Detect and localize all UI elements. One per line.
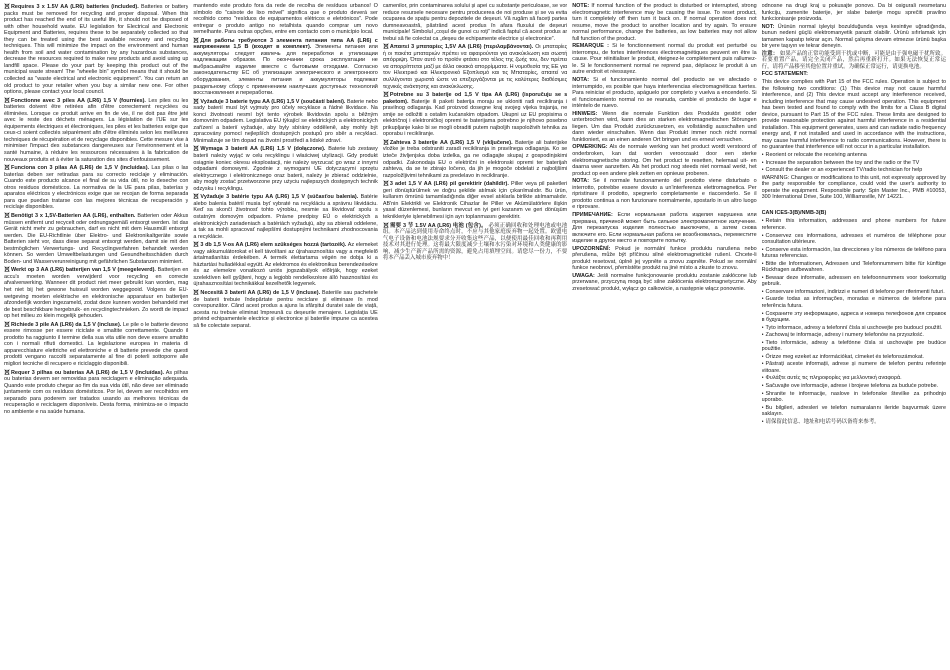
paragraph-text: If normal function of the product is disturbed or interrupted, strong electromagnetic interference may be causing the issue. To reset product, turn it completely off then turn it back on. If normal operation does not resume, move the product to another location and try again. To ensure normal performance, change the batteries, as low batteries may not allow full function of the product. [572, 3, 757, 42]
paragraph [193, 241, 377, 288]
paragraph-text: Baterie nebo sady baterií musí být vyjmuty pro účely recyklace a řádné likvidace. Na konci životnosti nesmí být tento výrobek likvidován spolu s běžným domovním odpadem. Legislativa EU týkající se elektrických a elektronických zařízení a baterií vyžaduje, aby byly sbírány odděleně, aby mohly být zpracovány pomocí nejlepších dostupných postupů pro sběr a recyklaci. Minimalizuje se tím dopad na životní prostředí a lidské zdraví. [193, 98, 378, 144]
paragraph-lead: OPMERKING: [572, 144, 608, 151]
fcc-warning: WARNING: Changes or modifications to this unit, not expressly approved by the party responsible for compliance, could void the user's authority to operate the equipment. Responsible party: Spin Master Inc., PMB #10053, 300 International Drive, Suite 100, Williamsville, NY 14221. [761, 174, 947, 201]
paragraph-lead: NOTE: [572, 3, 590, 9]
paragraph-text: odnosne na drugi kraj u pokusajte ponovo. Da bi osigurali nesmetanu funkciju, zamenite baterije, jer slabe baterije mogu sprečiti pravilno funkcionisanje proizvoda. [761, 3, 947, 23]
retain-info-item: • Guarde todas as informações, moradas e números de telefone para referência futura. [762, 296, 946, 309]
fcc-statement-title: FCC STATEMENT: [761, 71, 808, 78]
paragraph [193, 145, 377, 192]
paragraph [193, 3, 377, 36]
paragraph [572, 212, 756, 245]
paragraph [4, 266, 188, 319]
paragraph-text: Wenn die normale Funktion des Produkts gestört oder unterbrochen wird, kann dies an starken elektromagnetischen Störungen liegen. Um das Produkt zurückzusetzen, es vollständig ausschalten und dann wieder einschalten. Wenn das Produkt immer noch nicht normal funktioniert, es an einen anderen Ort bringen und es erneut versuchen. [572, 110, 757, 143]
paragraph [4, 97, 188, 163]
column-2 [193, 3, 377, 667]
retain-info-item: • 请保留此信息、地址和电话号码以备将来参考。 [762, 419, 946, 426]
paragraph-lead: Richiede 3 pile AA (LR6) da 1,5 V (incluse). [11, 321, 122, 328]
retain-info-item: • Zachowaj te informacje, adresy i numery telefonów na przyszłość. [762, 332, 946, 339]
paragraph-text: Batérie alebo balenia batérií musia byť vybraté na recykláciu a správnu likvidáciu. Keď sa skončí životnosť tohto výrobku, nesmie sa likvidovať spolu s ostatným domovým odpadom. Právne predpisy EÚ o elektrických a elektronických zariadeniach a batériách vyžadujú, aby sa zbierali oddelene, a tak sa mohli spracovať najlepšími dostupnými technikami zhodnocovania a recyklácie. [193, 194, 378, 240]
paragraph [383, 3, 567, 42]
paragraph-text: Az elemeket vagy akkumulátorokat el kell távolítani az újrahasznosítás vagy a megfelelő ártalmatlanítás érdekében. A termék élettartama végén ne dobja ki a háztartási hulladékkal együtt. Az elektromos és elektronikus berendezésekre és az elemekre vonatkozó uniós jogszabályok előírják, hogy ezeket szelektíven kell gyűjteni, hogy a legjobb rendelkezésre álló hasznosítási és újrahasznosítási technikákkal kezelhetők legyenek. [193, 242, 378, 288]
paragraph-lead: UWAGA: [572, 272, 595, 279]
paragraph-lead: 3 adet 1,5 V AA (LR6) pil gerektirir (dahildir). [389, 181, 509, 188]
paragraph-lead: HINWEIS: [572, 110, 598, 117]
retain-info-item: • Conservare informazioni, indirizzi e numeri di telefono per riferimenti futuri. [762, 289, 946, 296]
paragraph-text: mantendo este produto fora da rede de recolha de resíduos urbanos! O símbolo do "caixote de lixo móvel" significa que o produto deverá ser recolhido como "resíduos de equipamentos elétricos e eletrónicos". Pode entregar o produto antigo no retalhista quando comprar um novo semelhante. Para outras opções, entre em contacto com o município local. [193, 3, 378, 36]
paragraph [762, 51, 946, 71]
retain-info-item: • Φυλάξτε αυτές τις πληροφορίες για μελλοντική αναφορά. [762, 375, 946, 382]
paragraph-lead: Requer 3 pilhas ou baterias AA (LR6) de 1,5 V (incluídas). [11, 369, 165, 376]
paragraph-text: Jeśli normalne funkcjonowanie produktu zostanie zakłócone lub przerwane, przyczyną mogą być silne zakłócenia elektromagnetyczne. Aby zresetować produkt, wyłącz go całkowicie, a następnie włącz ponownie. [572, 272, 757, 292]
paragraph-text: Baterije ili paketi baterija moraju se ukloniti radi recikliranja i pravilnog odlaganja. Kad proizvod dosegne kraj svojeg vijeka trajanja, ne smije se odložiti s ostalim kućanskim otpadom. Ukupni uz EU propisima o električnoj i elektroničkoj opremi te baterijama potrebno je njihovo posebno prikupljanje kako bi se mogli obraditi putem najboljih raspoloživih tehnika za oporabu i recikliranje. [382, 98, 568, 138]
paragraph [4, 369, 188, 416]
paragraph [572, 43, 756, 76]
crossed-bin-icon [383, 43, 389, 49]
paragraph-text: Если нормальная работа изделия нарушена или прервана, причиной может быть сильное электромагнитное излучение. Для перезапуска изделия полностью выключите, а затем снова включите его. Если нормальная работа не возобновилась, переместите изделие в другое место и повторите попытку. [572, 211, 757, 245]
crossed-bin-icon [193, 145, 199, 151]
column-5-paragraphs [762, 3, 946, 70]
crossed-bin-icon [4, 164, 10, 170]
crossed-bin-icon [4, 266, 10, 272]
paragraph-text: Les piles ou les batteries doivent être retirées afin d'être correctement recyclées ou éliminées. Lorsque ce produit arrive en fin de vie, il ne doit pas être jeté avec le reste des déchets ménagers. La législation de l'UE sur les équipements électriques et électroniques, les piles et les batteries exige que ceux-ci soient collectés séparément afin d'être éliminés selon les meilleures techniques de récupération et de recyclage disponibles. Cette mesure vise à minimiser l'impact des substances dangereuses sur l'environnement et la santé humaine, à réduire les ressources nécessaires à la fabrication de nouveaux produits et à éviter la saturation des sites d'enfouissement. [4, 97, 189, 163]
paragraph-text: Baterije ali baterijske vložke je treba odstraniti zaradi recikliranja in pravilnega odlaganja. Ko se izteče življenjska doba izdelka, ga ne odlagajte skupaj z gospodinjskimi odpadki. Zakonodaja EU o električni in elektronski opremi ter baterijah zahteva, da se te zbirajo ločeno, da jih je mogoče obdelati z najboljšimi razpoložljivimi tehnikami za predelavo in recikliranje. [382, 139, 568, 179]
paragraph-lead: REMARQUE : [572, 43, 609, 50]
column-5 [762, 3, 946, 667]
crossed-bin-icon [193, 241, 199, 247]
paragraph [383, 91, 567, 138]
paragraph-lead: 3 db 1,5 V-os AA (LR6) elem szükséges hozzá (tartozék). [200, 242, 347, 249]
paragraph [193, 289, 377, 329]
crossed-bin-icon [383, 91, 389, 97]
paragraph-lead: Funciona con 3 pilas AA (LR6) de 1,5 V (incluidas). [11, 165, 150, 172]
paragraph-lead: Requires 3 x 1.5V AA (LR6) batteries (included). [11, 4, 139, 10]
paragraph [4, 164, 188, 211]
crossed-bin-icon [4, 97, 10, 103]
crossed-bin-icon [193, 37, 199, 43]
paragraph [383, 180, 567, 220]
paragraph-text: Ürünün normal işleyişi bozulduğunda veya kesintiye uğradığında, bunun nedeni güçlü elektromanyetik parazit olabilir. Ürünü sıfırlamak için tamamen kapatıp tekrar açın. Normal çalışma devam etmezse ürünü başka bir yere taşıyın ve tekrar deneyin. [761, 23, 947, 50]
paragraph [4, 212, 188, 265]
paragraph-lead: Vyžaduje 3 batérie typu AA (LR6) 1,5 V (súčasťou balenia). [200, 194, 359, 201]
paragraph [572, 178, 756, 211]
paragraph [383, 139, 567, 179]
paragraph-lead: NOTA: [572, 77, 590, 84]
paragraph-lead: Απαιτεί 3 μπαταρίες 1,5V AA (LR6) (περιλαμβάνονται). [389, 44, 534, 51]
crossed-bin-icon [4, 212, 10, 218]
column-4 [572, 3, 756, 667]
crossed-bin-icon [383, 222, 389, 228]
paragraph-lead: Werkt op 3 AA (LR6) batterijen van 1,5 V (meegeleverd). [11, 267, 156, 274]
paragraph [193, 98, 377, 145]
retain-info-item: • Conservez ces informations, adresses et numéros de téléphone pour consultation ultérieure. [762, 233, 946, 246]
fcc-list [762, 152, 946, 174]
retain-info-item: • Shranite te informacije, naslove in telefonske številke za prihodnjo uporabo. [762, 391, 946, 404]
retain-info-item: • Păstrați aceste informații, adrese și numere de telefon pentru referințe viitoare. [762, 361, 946, 374]
paragraph-lead: UPOZORNĚNÍ: [572, 245, 611, 252]
paragraph-text: Se il normale funzionamento del prodotto viene disturbato o interrotto, potrebbe essere dovuto a un'interferenza elettromagnetica. Per ripristinare il prodotto, spegnerlo completamente e riaccenderlo. Se il prodotto continua a non funzionare normalmente, spostarlo in un altro luogo e riprovare. [572, 178, 757, 211]
retain-info-item: • Сохраните эту информацию, адреса и номера телефонов для справок в будущем. [762, 311, 946, 324]
spacer [762, 202, 946, 207]
crossed-bin-icon [193, 289, 199, 295]
retain-info-list [762, 218, 946, 425]
retain-info-item: • Bewaar deze informatie, adressen en telefoonnummers voor toekomstig gebruik. [762, 275, 946, 288]
fcc-statement-text: This device complies with Part 15 of the FCC rules. Operation is subject to the following two conditions: (1) This device may not cause harmful interference, and (2) This device must accept any interference received, including interference that may cause undesired operation. This equipment has been tested and found to comply with the limits for a Class B digital device, pursuant to Part 15 of the FCC rules. These limits are designed to provide reasonable protection against harmful interference in a residential installation. This equipment generates, uses and can radiate radio frequency energy and, if not installed and used in accordance with the instructions, may cause harmful interference to radio communications. However, there is no guarantee that interference will not occur in a particular installation. [761, 79, 947, 151]
fcc-list-item: • Consult the dealer or an experienced TV/radio technician for help [762, 167, 946, 174]
column-3 [383, 3, 567, 667]
crossed-bin-icon [383, 180, 389, 186]
paragraph-lead: 需要 3 节 1.5V AA (LR6) 电池 (包含)。 [389, 222, 487, 229]
paragraph-lead: ПРИМЕЧАНИЕ: [572, 211, 613, 218]
paragraph-text: Baterie lub zestawy baterii należy wyjąć w celu recyklingu i właściwej utylizacji. Gdy produkt osiągnie koniec okresu eksploatacji, nie należy wyrzucać go wraz z innymi odpadami domowymi. Zgodnie z wymogami UE dotyczącymi sprzętu elektrycznego i elektronicznego oraz baterii, należy je zbierać oddzielnie, aby mogły zostać przetworzone przy użyciu najlepszych dostępnych technik odzysku i recyklingu. [193, 146, 378, 192]
paragraph [4, 3, 188, 96]
column-1 [4, 3, 188, 667]
paragraph [383, 222, 567, 262]
paragraph-text: Элементы питания или аккумуляторы следует извлечь для переработки и утилизации надлежащим образом. По окончании срока эксплуатации не выбрасывайте изделие вместе с бытовыми отходами. Согласно законодательству ЕС об утилизации электрического и электронного оборудования, элементы питания и аккумуляторы подлежат раздельному сбору с применением наилучших доступных технологий восстановления и переработки. [193, 44, 378, 97]
paragraph-text: camenilor, prin contaminarea solului și apei cu substanțe periculoase, se vor reduce resursele necesare pentru producerea de noi produse și se va evita ocuparea de spațiu pentru depozitele de deșeuri. Vă rugăm să faceți partea dumneavoastră, păstrând acest produs în afara fluxului de deșeuri municipale! Simbolul „coșul de gunoi cu roți” indică faptul că acest produs ar trebui să fie colectat ca „deșeu de echipamente electrice și electronice”. [382, 3, 568, 42]
paragraph-lead: Для работы требуются 3 элемента питания типа AA (LR6) с напряжением 1,5 В (входят в комплект). [193, 37, 378, 51]
paragraph [193, 193, 377, 240]
paragraph-text: Batteries or battery packs must be removed for recycling and proper disposal. When this product has reached the end of its useful life, it should not be disposed of with other household waste. EU legislation for Electrical and Electronic Equipment and Batteries, requires these to be separately collected so that they can be treated using the best available recovery and recycling techniques. This will minimize the impact on the environment and human health from soil and water contamination by any hazardous substances, decrease the resources required to make new products and avoid using up landfill space. Please do your part by keeping this product out of the municipal waste stream! The "wheelie bin" symbol means that it should be collected as "waste electrical and electronic equipment". You can return an old product to your retailer when you buy a similar new one. For other options, please contact your local council. [4, 4, 189, 96]
paragraph-text: Si le fonctionnement normal du produit est perturbé ou interrompu, de fortes interférences électromagnétiques peuvent en être la cause. Pour réinitialiser le produit, éteignez-le complètement puis rallumez-le. Si le fonctionnement normal ne reprend pas, déplacez le produit à un autre endroit et réessayez. [572, 43, 757, 76]
retain-info-item: • Conserve esta información, las direcciones y los números de teléfono para futuras referencias. [762, 247, 946, 260]
paragraph-lead: Vyžaduje 3 baterie typu AA (LR6) 1,5 V (součástí balení). [200, 98, 346, 105]
paragraph-lead: Necesită 3 baterii AA (LR6) de 1,5 V (incluse). [200, 289, 321, 296]
can-ices-title: CAN ICES-3(B)/NMB-3(B) [761, 209, 827, 216]
paragraph-text: As pilhas ou baterias devem ser removidas para reciclagem e eliminação adequada. Quando este produto chegar ao fim da sua vida útil, não deve ser eliminado juntamente com os resíduos domésticos. Por lei, devem ser recolhidos em separado para poderem ser tratados usando as melhores técnicas de recuperação e reciclagem disponíveis. Desta forma, minimiza-se o impacto no ambiente e na saúde humana. [4, 369, 189, 415]
paragraph-lead: Potrebne su 3 baterije od 1,5 V tipa AA (LR6) (isporučuju se s paketom). [382, 92, 568, 105]
retain-info-item: • Tyto informace, adresy a telefonní čísla si uschovejte pro budoucí použití. [762, 325, 946, 332]
crossed-bin-icon [193, 98, 199, 104]
paragraph [4, 321, 188, 368]
paragraph-text: Batterien oder Akkus müssen entfernt und recycelt oder ordnungsgemäß entsorgt werden. Ist das Gerät nicht mehr zu gebrauchen, darf es nicht mit dem Hausmüll entsorgt werden. Die EU-Richtlinie über Elektro- und Elektronikaltgeräte sowie Batterien sieht vor, dass diese separat entsorgt werden, damit sie mit den bestmöglichen Verwertungs- und Recyclingverfahren behandelt werden können. So werden Umweltbelastungen und Gesundheitsschäden durch Boden- und Wasserverunreinigung mit gefährlichen Substanzen minimiert. [4, 212, 189, 265]
paragraph-lead: 注意： [761, 50, 779, 57]
paragraph-text: Pokud je normální funkce produktu narušena nebo přerušena, může být příčinou silné elektromagnetické rušení. Chcete-li produkt resetovat, úplně jej vypněte a znovu zapněte. Pokud se normální funkce neobnoví, přemístěte produkt na jiné místo a zkuste to znovu. [572, 245, 757, 272]
paragraph [572, 77, 756, 110]
retain-info-item: • Bitte die Informationen, Adressen und Telefonnummern bitte für künftige Rückfragen aufbewahren. [762, 261, 946, 274]
crossed-bin-icon [4, 3, 10, 9]
paragraph-lead: Fonctionne avec 3 piles AA (LR6) 1,5 V (fournies). [11, 97, 146, 104]
paragraph-lead: Benötigt 3 x 1,5V-Batterien AA (LR6), enthalten. [11, 212, 136, 219]
paragraph-text: Als de normale werking van het product wordt verstoord of onderbroken, kan dat worden veroorzaakt door een sterke elektromagnetische storing. Om het product te resetten, helemaal uit- en daarna weer aanzetten. Als het product nog steeds niet normaal werkt, het product op een andere plek zetten en opnieuw proberen. [572, 144, 757, 177]
paragraph-text: Si el funcionamiento normal del producto se ve afectado o interrumpido, es posible que haya interferencias electromagnéticas fuertes. Para reiniciar el producto, apáguelo por completo y vuelva a encenderlo. Si el funcionamiento normal no se reanuda, cambie el producto de lugar e inténtelo de nuevo. [572, 77, 757, 110]
paragraph [383, 43, 567, 90]
paragraph-text: Las pilas o las baterías deben ser retiradas para su correcto reciclaje y eliminación. Cuando este producto alcance el final de su vida útil, no lo deseche con otros residuos domésticos. La normativa de la UE para pilas, baterías y aparatos eléctricos y electrónicos exige que se recojan de forma separada para que puedan tratarse con las mejores técnicas de recuperación y reciclaje disponibles. [4, 165, 189, 211]
paragraph [572, 3, 756, 42]
paragraph-text: Bateriile sau pachetele de baterii trebuie îndepărtate pentru reciclare și eliminare în mod corespunzător. Când acest produs a ajuns la sfârșitul duratei sale de viață, acesta nu trebuie eliminat împreună cu deșeurile menajere. Legislația UE privind echipamentele electrice și electronice și bateriile impune ca acestea să fie colectate separat. [193, 289, 378, 329]
paragraph [572, 246, 756, 272]
paragraph-text: Le pile o le batterie devono essere rimosse per essere riciclate e smaltite correttamente. Quando il prodotto ha raggiunto il termine della sua vita utile non deve essere smaltito con i normali rifiuti domestici. La legislazione europea in materia di apparecchiature elettriche ed elettroniche e di batterie prevede che questi prodotti vengano raccolti separatamente al fine di poterli sottoporre alle migliori tecniche di recupero e riciclaggio disponibili. [4, 321, 189, 367]
paragraph-text: 必须正确回收和处理电池或电池组。本产品达到使用寿命终点时，不应与其他家庭废弃物一起处置。欧盟电气电子设备和电池法规要求分开收集这些产品，以便使用最佳回收和再利用技术对其进行处理。这将最大限度减少土壤和水污染对环境和人类健康的影响，减少生产新产品所需的资源，避免占用填埋空间。请您尽一份力，不要将本产品丢入城市废弃物中！ [382, 222, 568, 262]
paragraph-lead: Wymaga 3 baterii AA (LR6) 1,5 V (dołączone). [200, 146, 326, 153]
paragraph-text: 如果产品的正常功能受到干扰或中断，可能是由于强电磁干扰所致。若要重置产品，请完全关闭产品，然后再重新打开。如果无法恢复正常运行，请将产品移至其他位置并重试。为确保正常运行，请更换电池。 [761, 50, 947, 70]
paragraph-text: Batterijen en accu's moeten worden verwijderd voor recycling en correcte afvalverwerking. Wanneer dit product niet meer gebruikt kan worden, mag het niet bij het gewone huisvuil worden weggegooid. Volgens de EU-wetgeving moeten elektrische en elektronische apparatuur en batterijen afzonderlijk worden ingezameld, zodat deze kunnen worden behandeld met de best beschikbare hergebruik- en recyclingtechnieken. Zo wordt de impact op het milieu zo klein mogelijk gehouden. [4, 267, 189, 320]
crossed-bin-icon [193, 193, 199, 199]
paragraph-text: Piller veya pil paketleri geri dönüştürülmek ve doğru şekilde atılmak için çıkarılmalıdır. Bu ürün, kullanım ömrünü tamamladığında diğer evsel atıklarla birlikte atılmamalıdır. AB'nin Elektrikli ve Elektronik Cihazlar ile Piller ve Akümülatörlere ilişkin yasal düzenlemesi, bunların mevcut en iyi geri kazanım ve geri dönüşüm teknikleriyle işlenebilmesi için ayrı toplanmasını gerektirir. [382, 181, 568, 220]
paragraph-lead: Zahteva 3 baterije AA (LR6) 1,5 V (vključene). [389, 139, 513, 146]
paragraph [762, 3, 946, 23]
paragraph-lead: NOTA: [572, 178, 590, 185]
retain-info-item: • Tieto informácie, adresy a telefónne čísla si uschovajte pre budúce použitie. [762, 340, 946, 353]
paragraph [572, 111, 756, 144]
crossed-bin-icon [383, 139, 389, 145]
paragraph [572, 273, 756, 293]
fcc-list-item: • Increase the separation between the toy and the radio or the TV [762, 160, 946, 167]
fcc-list-item: • Reorient or relocate the receiving antenna [762, 152, 946, 159]
retain-info-item: • Sačuvajte ove informacije, adrese i brojeve telefona za buduće potrebe. [762, 383, 946, 390]
paragraph [572, 144, 756, 177]
paragraph-text: Οι μπαταρίες ή οι πακέτα μπαταριών πρέπει να αφαιρούνται για ανακύκλωση και σωστή απόρριψη. Όταν αυτό το προϊόν φτάσει στο τέλος της ζωής του, δεν πρέπει να απορρίπτεται μαζί με άλλα οικιακά απορρίμματα. Η νομοθεσία της ΕΕ για τον Ηλεκτρικό και Ηλεκτρονικό Εξοπλισμό και τις Μπαταρίες, απαιτεί να συλλέγονται χωριστά ώστε να επεξεργάζονται με τις καλύτερες διαθέσιμες τεχνικές ανάκτησης και ανακύκλωσης. [382, 44, 568, 90]
paragraph-lead: NOT: [761, 23, 775, 30]
paragraph [193, 37, 377, 97]
retain-info-item: • Retain this information, addresses and phone numbers for future reference. [762, 218, 946, 231]
crossed-bin-icon [4, 321, 10, 327]
paragraph [762, 24, 946, 50]
crossed-bin-icon [4, 369, 10, 375]
retain-info-item: • Őrizze meg ezeket az információkat, címeket és telefonszámokat. [762, 354, 946, 361]
retain-info-item: • Bu bilgileri, adresleri ve telefon numaralarını ileride başvurmak üzere saklayın. [762, 405, 946, 418]
